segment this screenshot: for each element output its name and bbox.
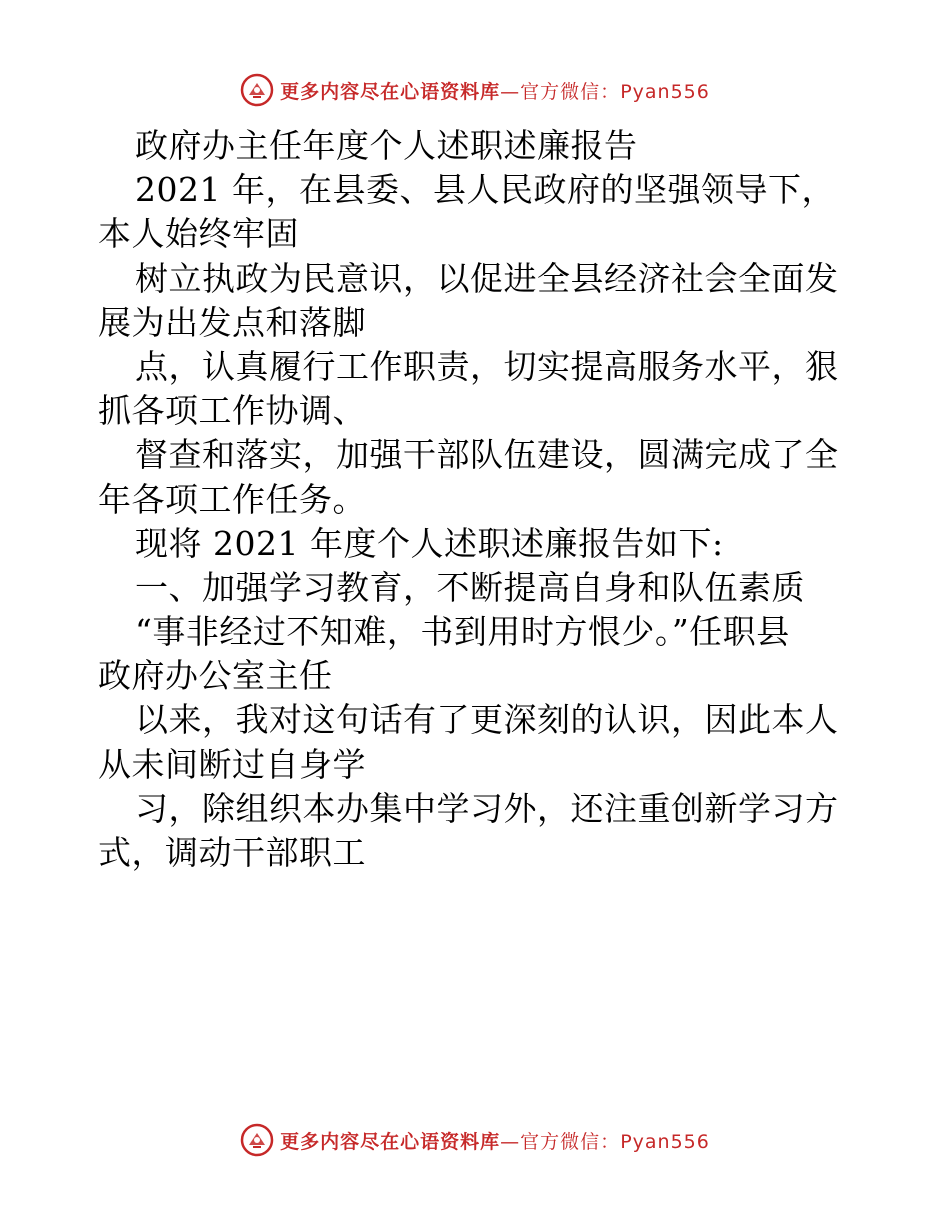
paragraph-line: 树立执政为民意识，以促进全县经济社会全面发: [135, 258, 839, 298]
banner-main-text: 更多内容尽在心语资料库: [280, 80, 501, 103]
paragraph-line: 式，调动干部职工: [98, 833, 366, 872]
footer-banner: [0, 1120, 950, 1160]
paragraph-line: 本人始终牢固: [98, 214, 299, 254]
document-title: 政府办主任年度个人述职述廉报告: [135, 126, 638, 165]
banner-wechat-label: 官方微信：: [520, 1130, 621, 1153]
book-pen-logo-icon: [240, 73, 274, 107]
banner-dash: —: [500, 1130, 521, 1153]
banner-dash: —: [500, 80, 521, 103]
banner-text: [280, 77, 710, 104]
paragraph-line: 政府办公室主任: [98, 656, 333, 696]
paragraph-line: 2021 年，在县委、县人民政府的坚强领导下，: [135, 170, 835, 210]
book-pen-logo-icon: [240, 1123, 274, 1157]
paragraph-line: 年各项工作任务。: [98, 479, 366, 519]
paragraph-line: 展为出发点和落脚: [98, 302, 366, 342]
paragraph-line: 以来，我对这句话有了更深刻的认识，因此本人: [135, 700, 839, 740]
paragraph-line: 现将 2021 年度个人述职述廉报告如下:: [135, 523, 724, 563]
banner-text: [280, 1127, 710, 1154]
paragraph-line: 点，认真履行工作职责，切实提高服务水平，狠: [135, 346, 839, 386]
paragraph-line: 习，除组织本办集中学习外，还注重创新学习方: [135, 788, 839, 828]
paragraph-line: 抓各项工作协调、: [98, 391, 366, 431]
paragraph-line: 督查和落实，加强干部队伍建设，圆满完成了全: [135, 435, 839, 475]
banner-wechat-id: Pyan556: [620, 80, 710, 103]
banner-wechat-id: Pyan556: [620, 1130, 710, 1153]
paragraph-line: “事非经过不知难，书到用时方恨少。”任职县: [135, 612, 790, 652]
banner-main-text: 更多内容尽在心语资料库: [280, 1130, 501, 1153]
paragraph-line: 从未间断过自身学: [98, 744, 366, 784]
document-body: [98, 124, 858, 875]
section-heading: 一、加强学习教育，不断提高自身和队伍素质: [135, 567, 805, 607]
banner-wechat-label: 官方微信：: [520, 80, 621, 103]
header-banner: [0, 70, 950, 110]
